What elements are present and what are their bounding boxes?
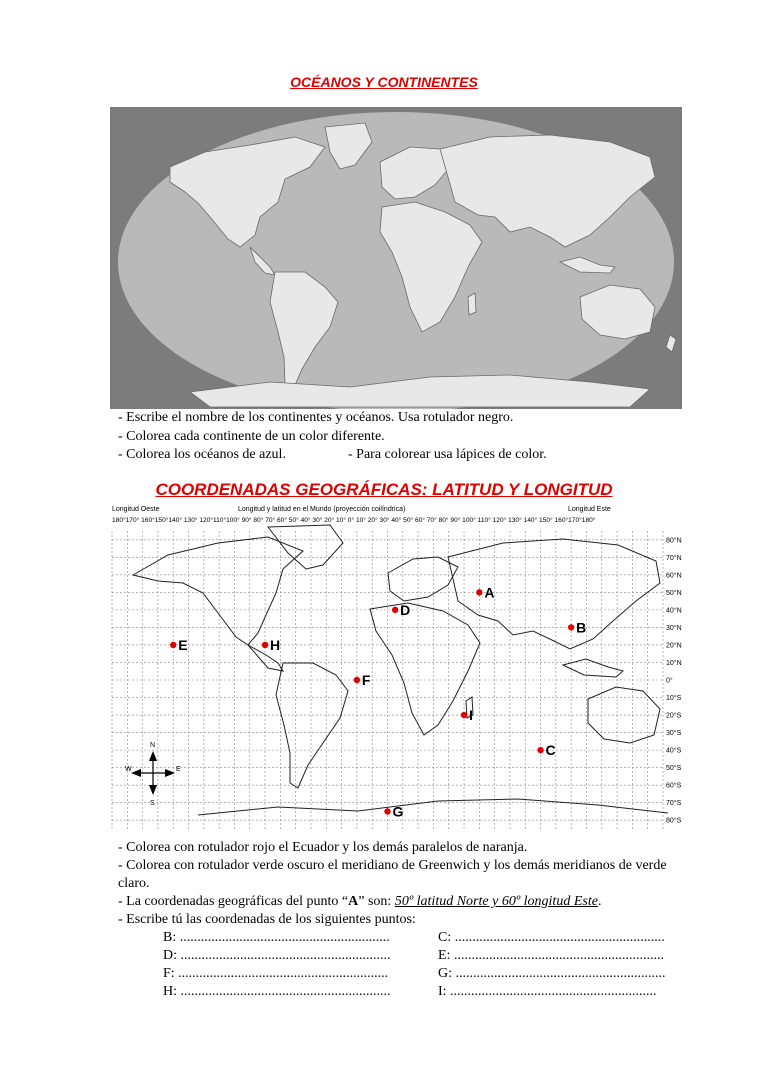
- header-longitude-west: Longitud Oeste: [112, 506, 160, 513]
- point-h-dot: [262, 642, 268, 648]
- title-coordinates: COORDENADAS GEOGRÁFICAS: LATITUD Y LONGITUD: [155, 480, 613, 499]
- latitude-label: 20°S: [666, 712, 682, 720]
- latitude-label: 20°N: [666, 642, 682, 650]
- latitude-label: 40°N: [666, 607, 682, 615]
- latitude-label: 10°S: [666, 695, 682, 703]
- latitude-label: 80°N: [666, 537, 682, 545]
- coordinate-grid-map: [108, 503, 686, 835]
- grid-indonesia: [563, 659, 623, 677]
- compass-e: E: [176, 766, 181, 773]
- grid-greenland: [268, 525, 343, 569]
- point-a-dot: [476, 589, 482, 595]
- instruction-line-2: - Colorea cada continente de un color diferente.: [118, 429, 385, 444]
- compass-n: N: [150, 742, 156, 749]
- question-i[interactable]: I: ...........................................................: [438, 984, 657, 999]
- latitude-label: 0°: [666, 677, 673, 685]
- latitude-label: 10°N: [666, 659, 682, 667]
- madagascar-shape: [468, 293, 476, 315]
- point-b-label: B: [576, 619, 587, 636]
- point-d-dot: [392, 607, 398, 613]
- compass-w: W: [125, 766, 132, 773]
- compass-rose: [125, 742, 181, 807]
- question-f[interactable]: F: ............................................................: [163, 966, 389, 981]
- point-f-label: F: [361, 672, 371, 688]
- question-e[interactable]: E: ............................................................: [438, 948, 664, 963]
- top-longitude-scale: 180°170° 160°150°140° 130° 120°110°100° 90° 80° 70° 60° 50° 40° 30° 20° 10° 0° 10° 20° 30° 40° 50° 60° 70° 80° 90° 100° 110° 120° 130° 140° 150° 160°170°180°: [112, 517, 596, 524]
- point-d-label: D: [400, 601, 411, 618]
- latitude-label: 30°N: [666, 624, 682, 632]
- question-g[interactable]: G: ............................................................: [438, 966, 666, 981]
- latitude-label: 30°S: [666, 730, 682, 738]
- title-oceans-continents: OCÉANOS Y CONTINENTES: [290, 74, 478, 90]
- question-h[interactable]: H: ............................................................: [163, 984, 391, 999]
- point-c-dot: [537, 747, 543, 753]
- task-3-end: .: [597, 894, 602, 909]
- world-map-image: [110, 107, 682, 409]
- question-b[interactable]: B: ............................................................: [163, 930, 390, 945]
- latitude-label: 50°N: [666, 589, 682, 597]
- point-b-dot: [568, 624, 574, 630]
- header-longitude-east: Longitud Este: [568, 506, 611, 513]
- latitude-label: 60°N: [666, 572, 682, 580]
- grid-north-america: [133, 537, 303, 645]
- latitude-labels: [666, 536, 682, 824]
- task-line-4: - Escribe tú las coordenadas de los siguientes puntos:: [118, 912, 416, 927]
- world-relief-map: [110, 107, 682, 409]
- instruction-line-4: - Para colorear usa lápices de color.: [348, 447, 547, 462]
- point-g-label: G: [392, 803, 404, 820]
- grid-antarctica: [198, 799, 668, 815]
- latitude-label: 40°S: [666, 747, 682, 755]
- grid-map-svg: [108, 503, 686, 835]
- grid-continents: [133, 525, 668, 815]
- point-g-dot: [384, 808, 390, 814]
- compass-south-arrow: [149, 785, 157, 795]
- task-3-point: A: [348, 894, 359, 909]
- task-3-answer: 50º latitud Norte y 60º longitud Este: [394, 894, 598, 909]
- instruction-line-1: - Escribe el nombre de los continentes y océanos. Usa rotulador negro.: [118, 410, 514, 425]
- point-h-label: H: [270, 636, 281, 653]
- grid-europe: [388, 557, 458, 601]
- task-line-3: [118, 893, 601, 911]
- point-e-dot: [170, 642, 176, 648]
- grid-lines: [112, 531, 663, 829]
- point-i-label: I: [469, 707, 473, 724]
- task-3-prefix: - La coordenadas geográficas del punto “: [118, 894, 349, 909]
- latitude-label: 70°S: [666, 800, 682, 808]
- header-map-title: Longitud y latitud en el Mundo (proyección coilíndrica): [238, 506, 406, 513]
- latitude-label: 50°S: [666, 765, 682, 773]
- instruction-line-3: - Colorea los océanos de azul.: [118, 447, 286, 462]
- compass-north-arrow: [149, 751, 157, 761]
- latitude-label: 80°S: [666, 817, 682, 825]
- point-a-label: A: [484, 584, 495, 601]
- latitude-label: 60°S: [666, 782, 682, 790]
- compass-s: S: [150, 800, 155, 807]
- task-3-mid: ” son:: [358, 894, 395, 909]
- point-e-label: E: [178, 636, 188, 653]
- question-c[interactable]: C: ............................................................: [438, 930, 665, 945]
- compass-west-arrow: [131, 769, 141, 777]
- latitude-label: 70°N: [666, 554, 682, 562]
- task-line-2: - Colorea con rotulador verde oscuro el meridiano de Greenwich y los demás meridianos de verde claro.: [118, 858, 667, 891]
- grid-south-america: [276, 663, 348, 788]
- task-line-1: - Colorea con rotulador rojo el Ecuador y los demás paralelos de naranja.: [118, 840, 528, 855]
- point-f-dot: [354, 677, 360, 683]
- question-d[interactable]: D: ............................................................: [163, 948, 391, 963]
- point-i-dot: [461, 712, 467, 718]
- coordinate-points: [170, 584, 586, 819]
- point-c-label: C: [545, 742, 556, 759]
